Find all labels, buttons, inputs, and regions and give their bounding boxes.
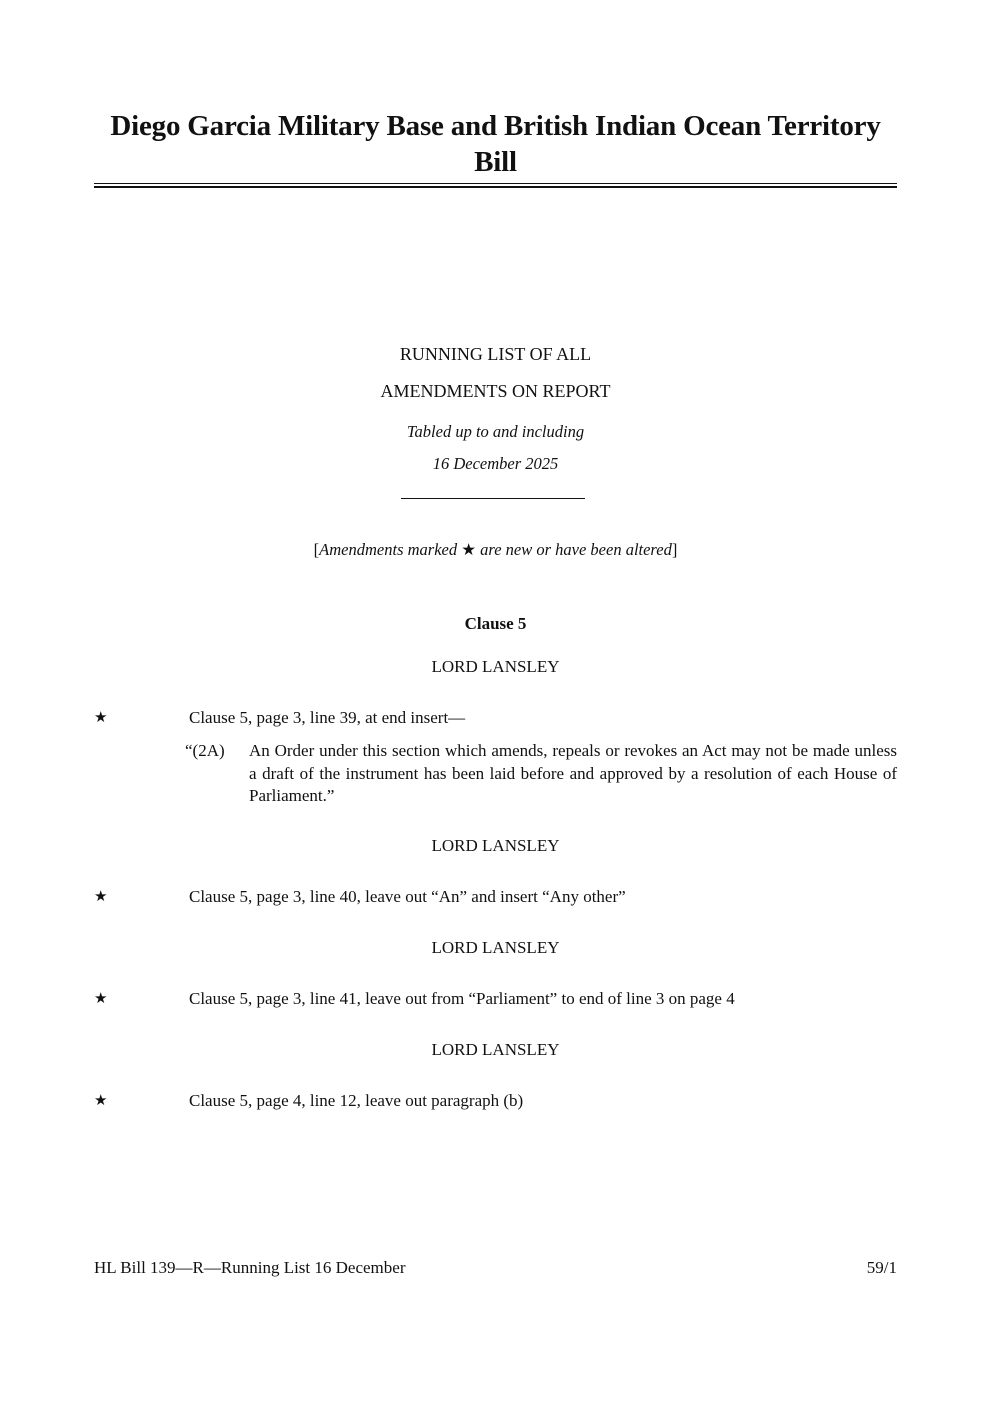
star-icon: ★ xyxy=(94,991,108,1007)
note-text-after: are new or have been altered xyxy=(476,540,672,559)
title-rule-thin xyxy=(94,183,897,184)
document-title: Diego Garcia Military Base and British Indian Ocean Territory Bill xyxy=(110,110,881,178)
amendment-text: Clause 5, page 3, line 41, leave out from “Parliament” to end of line 3 on page 4 xyxy=(189,989,735,1008)
amendment-text: Clause 5, page 4, line 12, leave out paragraph (b) xyxy=(189,1091,524,1110)
member-name: LORD LANSLEY xyxy=(431,836,560,855)
inserted-subsection-label: “(2A) xyxy=(185,741,225,760)
heading-line-1: RUNNING LIST OF ALL xyxy=(399,344,592,364)
star-icon: ★ xyxy=(94,1093,108,1109)
star-icon: ★ xyxy=(94,889,108,905)
amendment-text: Clause 5, page 3, line 39, at end insert— xyxy=(189,708,466,727)
star-icon: ★ xyxy=(461,540,477,559)
title-rule-thick xyxy=(94,186,897,188)
amendments-note xyxy=(94,540,897,560)
member-name: LORD LANSLEY xyxy=(431,1040,560,1059)
member-name: LORD LANSLEY xyxy=(431,938,560,957)
member-name: LORD LANSLEY xyxy=(431,657,560,676)
clause-heading: Clause 5 xyxy=(464,614,527,633)
star-icon: ★ xyxy=(94,710,108,726)
amendment-text: Clause 5, page 3, line 40, leave out “An” and insert “Any other” xyxy=(189,887,626,906)
footer-page-number: 59/1 xyxy=(866,1258,897,1277)
tabled-line-1: Tabled up to and including xyxy=(406,422,585,441)
note-open-bracket: [ xyxy=(313,540,320,559)
heading-line-2: AMENDMENTS ON REPORT xyxy=(380,381,611,401)
footer-bill-reference: HL Bill 139—R—Running List 16 December xyxy=(94,1258,406,1277)
tabled-date: 16 December 2025 xyxy=(432,454,559,473)
section-divider xyxy=(401,498,585,499)
inserted-subsection-text: An Order under this section which amends, repeals or revokes an Act may not be made unless a draft of the instrument has been laid before and approved by a resolution of each House of Parliament.” xyxy=(249,741,897,805)
note-close-bracket: ] xyxy=(671,540,678,559)
note-text-before: Amendments marked xyxy=(319,540,462,559)
